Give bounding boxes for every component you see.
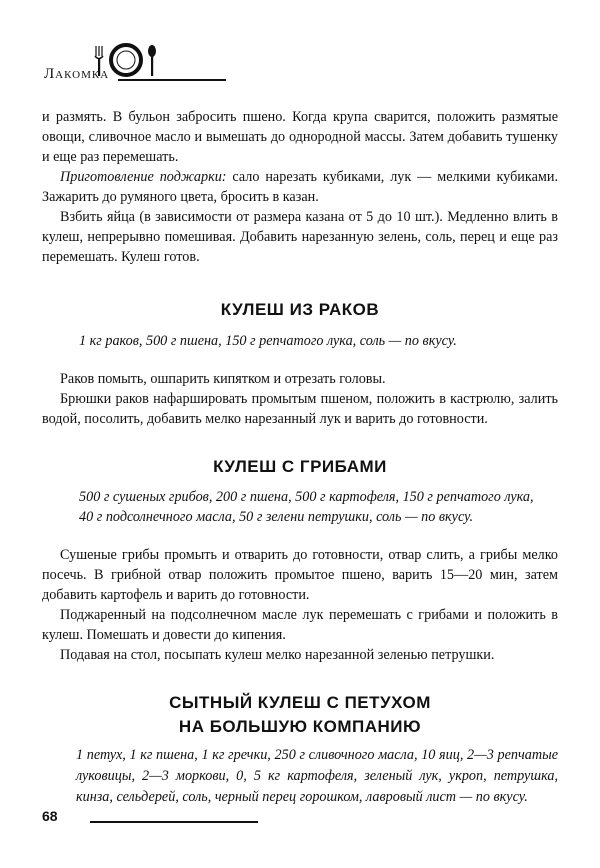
frying-text: сало нарезать кубиками, лук — мелкими кубиками. Зажарить до румяного цвета, бросить в казан. xyxy=(42,169,558,205)
recipe-title-rooster-line1: СЫТНЫЙ КУЛЕШ С ПЕТУХОМ xyxy=(169,693,431,712)
intro-paragraph-1: и размять. В бульон забросить пшено. Когда крупа сварится, положить размятые овощи, сливочное масло и вымешать до однородной массы. Затем добавить тушенку и еще раз перемешать. xyxy=(42,109,558,165)
recipe-ingredients-mushrooms-line2: 40 г подсолнечного масла, 50 г зелени петрушки, соль — по вкусу. xyxy=(79,509,474,525)
header-title: Лакомка xyxy=(44,66,110,82)
page-content xyxy=(42,107,558,808)
recipe-ingredients-rooster: 1 петух, 1 кг пшена, 1 кг гречки, 250 г сливочного масла, 10 яиц, 2—3 репчатые луковицы, 2—3 моркови, 0, 5 кг картофеля, зеленый лук, укроп, петрушка, кинза, сельдерей, соль, черный перец горошком, лавровый лист — по вкусу. xyxy=(76,747,558,805)
recipe-ingredients-crayfish: 1 кг раков, 500 г пшена, 150 г репчатого лука, соль — по вкусу. xyxy=(79,333,457,349)
recipe-step: Поджаренный на подсолнечном масле лук перемешать с грибами и положить в кулеш. Помешать и довести до кипения. xyxy=(42,607,558,643)
intro-paragraph-2 xyxy=(42,167,558,207)
frying-label: Приготовление поджарки: xyxy=(60,169,227,185)
footer-rule xyxy=(90,821,258,823)
recipe-ingredients-mushrooms-line1: 500 г сушеных грибов, 200 г пшена, 500 г картофеля, 150 г репчатого лука, xyxy=(79,489,534,505)
header-rule xyxy=(118,79,226,81)
page-header xyxy=(44,42,224,84)
recipe-step: Подавая на стол, посыпать кулеш мелко нарезанной зеленью петрушки. xyxy=(60,647,495,663)
recipe-title-rooster-line2: НА БОЛЬШУЮ КОМПАНИЮ xyxy=(178,717,422,736)
recipe-step: Сушеные грибы промыть и отварить до готовности, отвар слить, а грибы мелко посечь. В грибной отвар положить промытое пшено, варить 15—20 мин, затем добавить картофель и варить до готовности. xyxy=(42,547,558,603)
recipe-title-crayfish: КУЛЕШ ИЗ РАКОВ xyxy=(220,300,380,319)
recipe-title-mushrooms: КУЛЕШ С ГРИБАМИ xyxy=(213,457,387,476)
page-number: 68 xyxy=(42,808,58,824)
recipe-step: Раков помыть, ошпарить кипятком и отрезать головы. xyxy=(60,371,386,387)
intro-paragraph-3: Взбить яйца (в зависимости от размера казана от 5 до 10 шт.). Медленно влить в кулеш, непрерывно помешивая. Добавить нарезанную зелень, соль, перец и еще раз перемешать. Кулеш готов. xyxy=(42,209,558,265)
recipe-step: Брюшки раков нафаршировать промытым пшеном, положить в кастрюлю, залить водой, посолить, добавить мелко нарезанный лук и варить до готовности. xyxy=(42,391,558,427)
